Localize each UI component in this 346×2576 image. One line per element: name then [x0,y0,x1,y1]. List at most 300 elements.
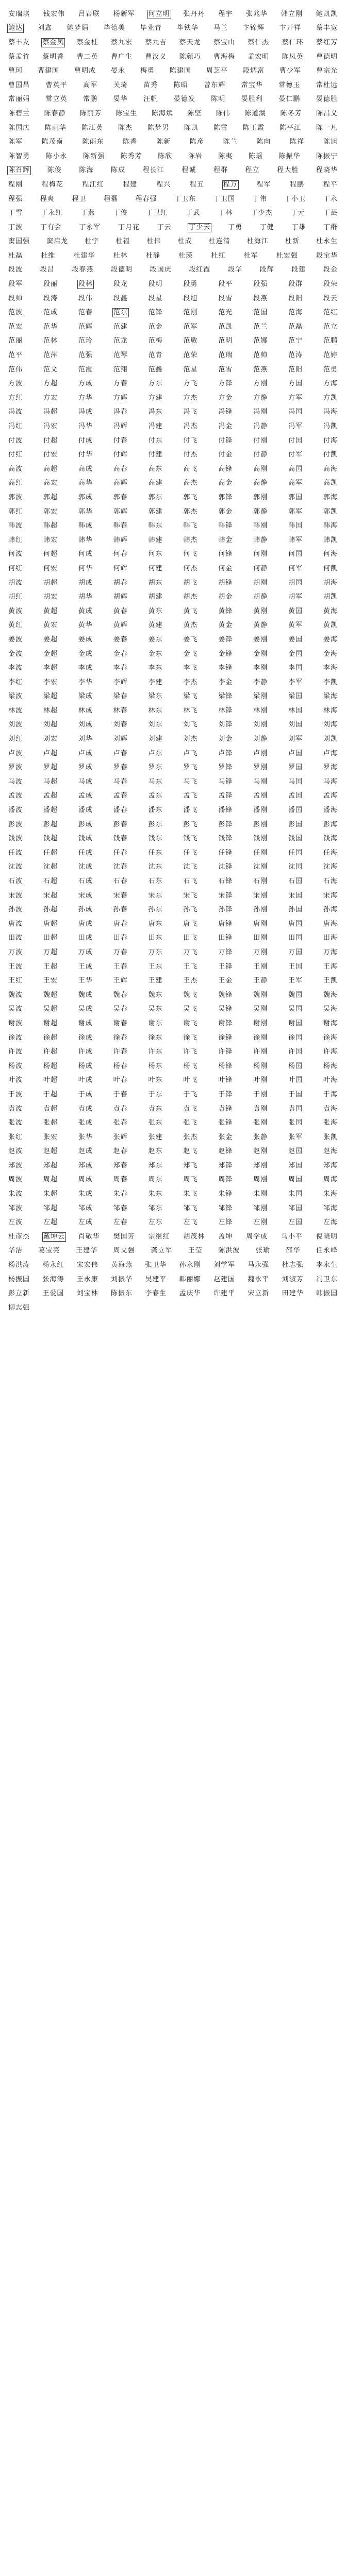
name-entry: 丁燕 [80,209,95,217]
name-entry: 于春 [113,1090,128,1098]
name-entry: 程诚 [182,166,196,175]
name-entry: 黄军 [288,621,303,630]
name-entry: 马兰 [213,24,228,32]
name-entry: 丁卫东 [174,195,196,203]
name-entry: 李飞 [183,664,198,672]
name-entry: 任国 [288,849,303,857]
name-row [7,462,339,477]
name-entry: 梁海 [323,692,338,701]
name-entry: 樊国芳 [113,1232,135,1241]
name-entry: 冯军 [288,422,303,431]
name-entry: 林国 [288,706,303,715]
name-entry: 程兴 [156,180,171,189]
name-entry: 陈明 [211,95,226,104]
name-entry: 王成 [78,962,93,971]
name-entry: 方华 [78,394,93,402]
name-entry: 范雪 [218,365,233,374]
name-entry: 刘辉 [113,735,128,743]
name-entry: 高波 [8,465,23,473]
name-entry: 丁伟 [252,195,267,203]
name-entry: 陈伟 [216,109,230,117]
name-entry: 付刚 [253,436,268,445]
name-entry: 周东 [148,1176,163,1184]
name-entry: 周锋 [218,1176,233,1184]
name-entry: 韩宏 [43,536,58,544]
name-entry: 高红 [8,479,23,487]
name-entry: 钱东 [148,835,163,843]
name-entry: 方海 [323,380,338,388]
name-entry: 王军 [288,977,303,985]
name-entry: 万飞 [183,948,198,956]
name-entry: 陈雷 [213,124,228,132]
name-entry: 范勇 [323,365,338,374]
name-entry: 丁有会 [40,223,62,231]
name-entry: 何建 [148,564,163,572]
name-entry: 梁波 [8,692,23,701]
name-entry: 范丽 [8,337,23,345]
name-entry: 范宁 [288,337,303,345]
name-entry: 段涛 [43,294,58,302]
name-entry: 石飞 [183,877,198,886]
name-entry: 付华 [78,451,93,459]
name-entry: 方飞 [183,380,198,388]
name-row [7,22,339,36]
name-entry: 杜静 [145,251,160,260]
name-entry: 曹明成 [74,67,96,75]
name-entry: 胡国 [288,579,303,587]
name-entry: 毕德美 [103,24,125,32]
name-entry: 张兆华 [246,10,268,18]
name-entry: 周国 [288,1176,303,1184]
name-entry: 石超 [43,877,58,886]
name-entry: 沈飞 [183,863,198,871]
name-entry: 陈岩 [188,152,203,160]
name-entry: 钱宏伟 [43,10,65,18]
name-entry: 段华 [227,266,242,274]
name-row [7,576,339,590]
name-entry: 吴建平 [145,1275,167,1283]
name-entry: 陈昌义 [316,109,338,117]
name-entry: 石锋 [218,877,233,886]
name-entry: 金波 [8,650,23,658]
name-entry: 赵飞 [183,1147,198,1156]
name-row [7,306,339,320]
name-entry: 沈超 [43,863,58,871]
name-entry: 左春 [113,1218,128,1227]
name-entry: 陈雨东 [82,138,104,146]
name-entry: 丁俊 [113,209,128,217]
name-entry: 张杰 [183,1133,198,1141]
name-entry: 程晓华 [316,166,338,175]
name-entry: 刘国 [288,721,303,729]
name-entry: 彭春 [113,820,128,828]
name-entry: 郭宏 [43,507,58,516]
highlighted-name: 段林 [78,280,93,289]
name-row [7,1116,339,1130]
name-entry: 袁波 [8,1105,23,1113]
name-row [7,519,339,533]
name-entry: 梁春 [113,692,128,701]
name-entry: 郭凯 [323,507,338,516]
name-entry: 冯凯 [323,422,338,431]
name-entry: 马超 [43,777,58,786]
name-entry: 冯成 [78,408,93,416]
name-entry: 钱飞 [183,835,198,843]
name-entry: 高杰 [183,479,198,487]
name-entry: 王红 [8,977,23,985]
name-entry: 钱海 [323,835,338,843]
name-entry: 谢国 [288,1019,303,1027]
name-entry: 叶国 [288,1076,303,1084]
name-entry: 杜军 [243,251,258,260]
name-entry: 晏永 [110,67,125,75]
name-entry: 蔡九宏 [110,38,133,46]
name-entry: 高静 [253,479,268,487]
name-entry: 罗飞 [183,764,198,772]
name-entry: 梁东 [148,692,163,701]
name-entry: 段勇 [183,280,198,289]
name-entry: 段荣 [323,280,338,289]
name-entry: 马波 [8,777,23,786]
name-entry: 黄静 [253,621,268,630]
name-row [7,1059,339,1074]
name-row [7,1145,339,1159]
name-entry: 徐国 [288,1033,303,1042]
name-entry: 段强 [253,280,268,289]
name-row [7,1130,339,1145]
name-entry: 陈洪波 [218,1247,240,1255]
name-row [7,775,339,789]
name-row [7,633,339,647]
name-entry: 张超 [43,1119,58,1127]
name-entry: 李国 [288,664,303,672]
name-entry: 宋国 [288,891,303,900]
name-entry: 李春生 [145,1290,167,1298]
name-entry: 吴飞 [183,1005,198,1013]
name-entry: 陈春静 [44,109,66,117]
name-entry: 许超 [43,1048,58,1056]
name-entry: 宋立新 [248,1290,270,1298]
name-row [7,7,339,22]
name-entry: 范锋 [148,309,163,317]
name-row [7,391,339,405]
name-row [7,121,339,135]
highlighted-name: 戴坤云 [43,1232,65,1241]
name-entry: 左国 [288,1218,303,1227]
name-row [7,1244,339,1259]
name-entry: 胡华 [78,593,93,601]
name-entry: 梅勇 [140,67,155,75]
name-entry: 林刚 [253,706,268,715]
name-entry: 宋成 [78,891,93,900]
name-entry: 张华 [78,1133,93,1141]
name-entry: 朱东 [148,1190,163,1198]
name-entry: 李成 [78,664,93,672]
name-entry: 彭立新 [8,1290,30,1298]
name-entry: 左飞 [183,1218,198,1227]
name-entry: 钱成 [78,835,93,843]
name-entry: 高刚 [253,465,268,473]
name-entry: 梁飞 [183,692,198,701]
name-entry: 方成 [78,380,93,388]
name-entry: 陈茂南 [41,138,63,146]
name-entry: 王春 [113,962,128,971]
name-entry: 陈玉霞 [242,124,265,132]
name-entry: 范建 [113,323,128,331]
name-row [7,277,339,292]
name-entry: 蔡红芳 [316,38,338,46]
name-row [7,235,339,249]
name-entry: 丁波 [8,223,23,231]
name-entry: 曹珂 [8,67,23,75]
name-entry: 冯波 [8,408,23,416]
name-entry: 程爽 [40,195,55,203]
name-entry: 宋春 [113,891,128,900]
name-entry: 丁群 [323,223,338,231]
name-entry: 周波 [8,1176,23,1184]
name-entry: 罗刚 [253,764,268,772]
name-entry: 许刚 [253,1048,268,1056]
name-entry: 郑超 [43,1161,58,1170]
name-entry: 冯卫东 [316,1275,338,1283]
name-entry: 范磊 [288,323,303,331]
name-entry: 左波 [8,1218,23,1227]
name-entry: 郭辉 [113,507,128,516]
name-entry: 赵刚 [253,1147,268,1156]
name-entry: 付春 [113,436,128,445]
name-entry: 谢成 [78,1019,93,1027]
name-entry: 程五 [189,180,204,189]
name-entry: 范霞 [78,365,93,374]
name-entry: 何红 [8,564,23,572]
highlighted-name: 陈召辉 [8,166,30,175]
name-entry: 彭飞 [183,820,198,828]
name-row [7,718,339,733]
name-entry: 王爱国 [42,1290,64,1298]
name-entry: 韩建 [148,536,163,544]
name-entry: 姜东 [148,635,163,643]
name-entry: 宋超 [43,891,58,900]
name-row [7,1258,339,1273]
name-row [7,419,339,434]
name-entry: 左锋 [218,1218,233,1227]
name-entry: 叶飞 [183,1076,198,1084]
name-entry: 陈凤英 [282,53,304,61]
name-entry: 陈一凡 [316,124,338,132]
name-entry: 石波 [8,877,23,886]
name-entry: 周刚 [253,1176,268,1184]
name-entry: 胡金 [218,593,233,601]
name-entry: 韩锋 [218,522,233,530]
name-entry: 曹国昌 [8,81,30,89]
name-entry: 何成 [78,550,93,558]
name-row [7,477,339,491]
name-entry: 丁卫国 [213,195,235,203]
name-entry: 曹少军 [279,67,301,75]
name-entry: 孟春 [113,792,128,800]
name-entry: 罗成 [78,764,93,772]
name-entry: 王东 [148,962,163,971]
name-entry: 许海 [323,1048,338,1056]
name-entry: 郑锋 [218,1161,233,1170]
name-entry: 于刚 [253,1090,268,1098]
name-entry: 郑波 [8,1161,23,1170]
name-row [7,363,339,377]
name-entry: 孙锋 [218,906,233,914]
name-entry: 范华 [43,323,58,331]
name-row [7,1016,339,1031]
name-entry: 郭春 [113,493,128,501]
name-entry: 梁刚 [253,692,268,701]
name-entry: 宗继红 [148,1232,170,1241]
name-row [7,405,339,420]
name-entry: 袁东 [148,1105,163,1113]
name-entry: 陈秀芳 [120,152,142,160]
name-entry: 高成 [78,465,93,473]
name-entry: 潘成 [78,806,93,815]
name-entry: 张海涛 [42,1275,64,1283]
name-entry: 韩军 [288,536,303,544]
name-entry: 吴海 [323,1005,338,1013]
name-entry: 张海 [323,1119,338,1127]
name-entry: 鲍凯凯 [316,10,338,18]
name-entry: 高凯 [323,479,338,487]
name-entry: 刘凯 [323,735,338,743]
name-entry: 任超 [43,849,58,857]
name-entry: 郭杰 [183,507,198,516]
name-entry: 郭建 [148,507,163,516]
name-entry: 曹英平 [45,81,68,89]
name-entry: 田春 [113,934,128,942]
name-entry: 郭红 [8,507,23,516]
name-entry: 陈冬芳 [280,109,302,117]
name-entry: 陈道湖 [244,109,267,117]
name-entry: 段德明 [110,266,133,274]
name-entry: 丁小卫 [284,195,306,203]
name-entry: 袁国 [288,1105,303,1113]
name-entry: 于东 [148,1090,163,1098]
name-entry: 杜福 [116,238,130,246]
name-entry: 万超 [43,948,58,956]
name-entry: 吴东 [148,1005,163,1013]
name-entry: 田东 [148,934,163,942]
name-entry: 曹德明 [316,53,338,61]
name-entry: 段丽 [43,280,58,289]
name-entry: 韩杰 [183,536,198,544]
name-entry: 杨新军 [113,10,135,18]
name-entry: 高辉 [113,479,128,487]
name-entry: 冯金 [218,422,233,431]
name-entry: 高飞 [183,465,198,473]
name-entry: 冯静 [253,422,268,431]
name-entry: 孟波 [8,792,23,800]
name-entry: 陈杰 [118,124,133,132]
name-entry: 付国 [288,436,303,445]
highlighted-name: 蔡金凤 [42,38,64,46]
name-entry: 范玲 [78,337,93,345]
name-entry: 黄建 [148,621,163,630]
name-entry: 左刚 [253,1218,268,1227]
name-row [7,377,339,391]
name-entry: 段燕 [253,294,268,302]
name-entry: 宋飞 [183,891,198,900]
name-entry: 何华 [78,564,93,572]
name-entry: 蔡丰友 [8,38,30,46]
name-entry: 程刚 [8,180,23,189]
name-entry: 任飞 [183,849,198,857]
name-entry: 赵东 [148,1147,163,1156]
name-entry: 杜瑛 [178,251,193,260]
name-entry: 卢东 [148,749,163,757]
name-entry: 孙飞 [183,906,198,914]
name-entry: 沈海 [323,863,338,871]
name-entry: 杜建华 [73,251,95,260]
name-entry: 袁锋 [218,1105,233,1113]
name-entry: 陈新强 [83,152,105,160]
name-entry: 冯建 [148,422,163,431]
name-entry: 黄凯 [323,621,338,630]
name-entry: 宋宏伟 [76,1261,98,1269]
name-entry: 黄东 [148,607,163,615]
name-entry: 方军 [288,394,303,402]
name-entry: 刘宏 [43,735,58,743]
name-entry: 胡军 [288,593,303,601]
name-entry: 张飞 [183,1119,198,1127]
name-entry: 周飞 [183,1176,198,1184]
name-entry: 方建 [148,394,163,402]
name-entry: 段星 [148,294,163,302]
name-entry: 黄超 [43,607,58,615]
name-entry: 于锋 [218,1090,233,1098]
name-entry: 王杰 [183,977,198,985]
name-row [7,619,339,633]
name-entry: 段帅 [8,294,23,302]
name-entry: 高海 [323,465,338,473]
name-entry: 付成 [78,436,93,445]
name-entry: 郭华 [78,507,93,516]
name-entry: 杨洪涛 [8,1261,30,1269]
name-entry: 付锋 [218,436,233,445]
name-entry: 郭飞 [183,493,198,501]
name-row [7,1201,339,1216]
name-entry: 黄刚 [253,607,268,615]
name-entry: 段雪 [218,294,233,302]
name-entry: 姜飞 [183,635,198,643]
name-entry: 彭锋 [218,820,233,828]
name-entry: 韩辉 [113,536,128,544]
name-row [7,533,339,548]
name-entry: 魏永平 [248,1275,270,1283]
name-entry: 孟东 [148,792,163,800]
name-entry: 黄春 [113,607,128,615]
name-entry: 晏华 [113,95,128,104]
name-entry: 范阳 [288,365,303,374]
name-entry: 石春 [113,877,128,886]
name-entry: 叶春 [113,1076,128,1084]
name-entry: 方辉 [113,394,128,402]
name-entry: 吴锋 [218,1005,233,1013]
name-entry: 刘淑芳 [282,1275,304,1283]
name-entry: 潘波 [8,806,23,815]
name-entry: 丁永军 [79,223,101,231]
name-row [7,732,339,747]
name-entry: 陈旭 [323,138,338,146]
name-entry: 肖敬华 [78,1232,100,1241]
name-entry: 张东 [148,1119,163,1127]
name-entry: 方红 [8,394,23,402]
name-row [7,178,339,192]
name-entry: 付金 [218,451,233,459]
